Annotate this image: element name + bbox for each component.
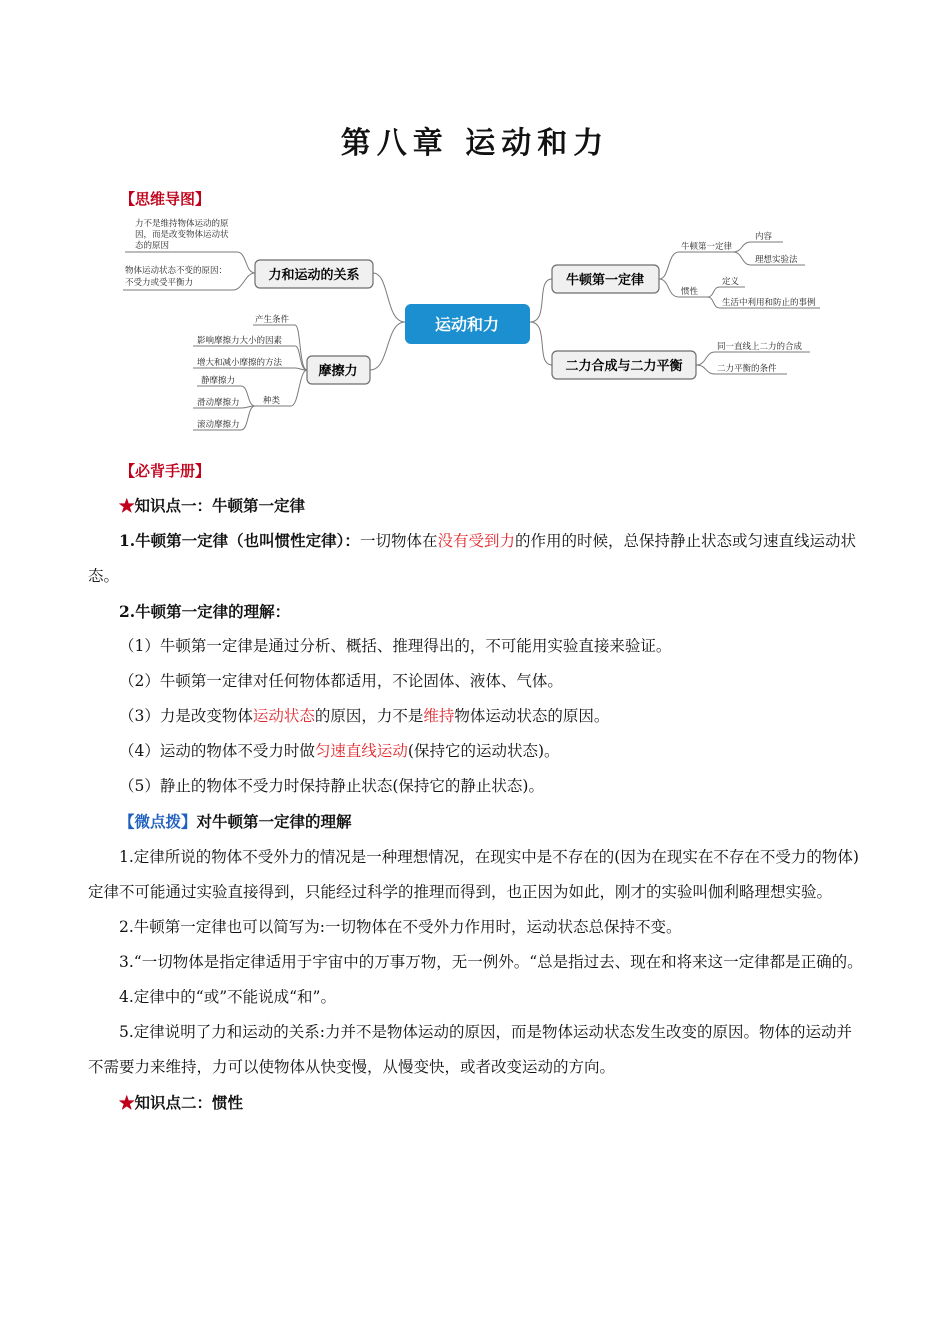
kp1-understand-item: （5）静止的物体不受力时保持静止状态(保持它的静止状态)。 (119, 777, 544, 795)
mm-leaf: 增大和减小摩擦的方法 (197, 358, 283, 368)
star-icon: ★ (119, 1093, 135, 1112)
tip-item: 5.定律说明了力和运动的关系:力并不是物体运动的原因，而是物体运动状态发生改变的原因。物体的运动并不需要力来维持，力可以使物体从快变慢，从慢变快，或者改变运动的方向。 (88, 1023, 853, 1076)
mm-link-force-motion (373, 273, 405, 322)
mindmap-section-label: 【思维导图】 (120, 190, 211, 208)
tip-item: 2.牛顿第一定律也可以简写为:一切物体在不受外力作用时，运动状态总保持不变。 (119, 918, 682, 936)
tip-item: 4.定律中的“或”不能说成“和”。 (119, 988, 336, 1006)
mm-leaf: 影响摩擦力大小的因素 (197, 336, 283, 346)
mm-note: 力不是维持物体运动的原 (135, 219, 229, 229)
tip-item: 1.定律所说的物体不受外力的情况是一种理想情况，在现实中是不存在的(因为在现实在不存在不受力的物体)定律不可能通过实验直接得到，只能经过科学的推理而得到，也正因为如此，刚才的实验叫伽利略理想实验。 (88, 848, 859, 901)
mm-leaf: 内容 (755, 232, 773, 242)
kp1-understand-title: 2.牛顿第一定律的理解： (119, 602, 291, 621)
mm-note: 不受力或受平衡力 (125, 278, 194, 288)
mm-leaf: 静摩擦力 (201, 376, 236, 386)
handbook-section-label: 【必背手册】 (120, 462, 211, 480)
star-icon: ★ (119, 496, 135, 515)
mm-leaf: 惯性 (681, 287, 699, 297)
kp1-understand-item: （4）运动的物体不受力时做匀速直线运动(保持它的运动状态)。 (119, 742, 560, 760)
mm-center-label: 运动和力 (434, 315, 500, 334)
mm-leaf: 牛顿第一定律 (681, 242, 733, 252)
mm-note: 态的原因 (135, 241, 170, 251)
kp1-heading: ★知识点一：牛顿第一定律 (119, 496, 306, 515)
mm-link-friction (370, 322, 405, 370)
mm-leaf: 理想实验法 (755, 255, 798, 265)
mm-leaf: 滚动摩擦力 (197, 420, 240, 430)
mm-note: 物体运动状态不变的原因： (125, 266, 228, 276)
kp2-heading: ★知识点二：惯性 (119, 1093, 244, 1112)
mm-leaf: 同一直线上二力的合成 (717, 342, 803, 352)
mm-leaf: 产生条件 (255, 315, 290, 325)
mm-label-balance: 二力合成与二力平衡 (565, 359, 683, 374)
kp1-understand-item: （2）牛顿第一定律对任何物体都适用，不论固体、液体、气体。 (119, 672, 563, 690)
kp1-law: 1.牛顿第一定律（也叫惯性定律）：一切物体在没有受到力的作用的时候，总保持静止状态或匀速直线运动状态。 (88, 531, 856, 585)
main-content (88, 488, 863, 1120)
mm-label-force-motion: 力和运动的关系 (268, 268, 360, 283)
kp1-understand-item: （1）牛顿第一定律是通过分析、概括、推理得出的，不可能用实验直接来验证。 (119, 637, 672, 655)
mm-leaf: 二力平衡的条件 (717, 364, 777, 374)
mm-link-balance (530, 322, 552, 365)
mm-leaf: 定义 (722, 277, 740, 287)
mm-label-friction: 摩擦力 (318, 364, 358, 379)
page-title: 第八章 运动和力 (340, 126, 610, 161)
tip-item: 3.“一切物体是指定律适用于宇宙中的万事万物，无一例外。“总是指过去、现在和将来这一定律都是正确的。 (119, 953, 863, 971)
mm-leaf: 滑动摩擦力 (197, 398, 240, 408)
mm-link-newton (530, 279, 552, 322)
mm-note: 因，而是改变物体运动状 (135, 230, 229, 240)
tip-heading: 【微点拨】对牛顿第一定律的理解 (119, 812, 352, 831)
mm-leaf: 种类 (263, 396, 281, 406)
mind-map (115, 212, 835, 442)
mm-leaf: 生活中利用和防止的事例 (722, 298, 816, 308)
mm-label-newton: 牛顿第一定律 (565, 273, 645, 288)
kp1-understand-item: （3）力是改变物体运动状态的原因，力不是维持物体运动状态的原因。 (119, 707, 610, 725)
